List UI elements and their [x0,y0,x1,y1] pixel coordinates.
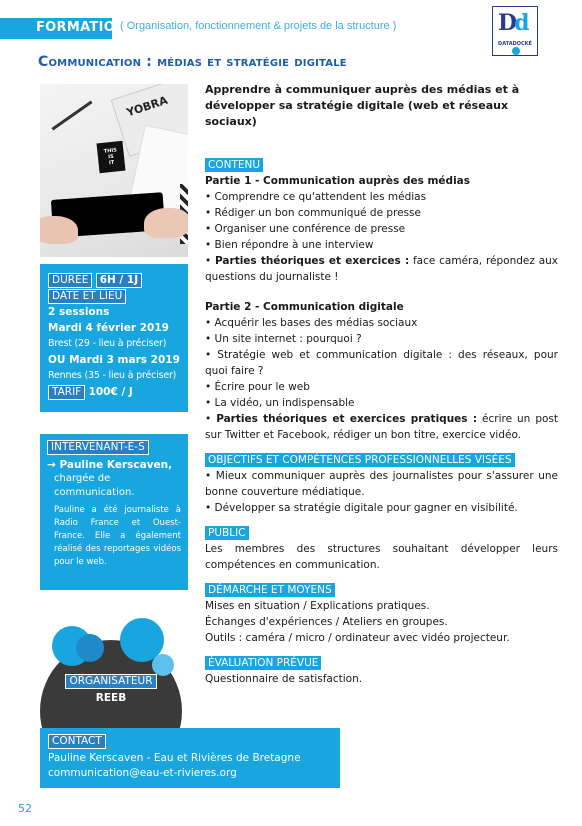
part1-exercises-text: face caméra, répondez aux questions du journaliste ! [205,255,559,283]
demarche-item: Outils : caméra / micro / ordinateur avec vidéo projecteur. [205,632,510,644]
pen-shape [51,101,92,131]
sessions: 2 sessions [48,306,110,318]
bubble-decoration [152,654,174,676]
public-heading: PUBLIC [205,526,249,540]
part2-item: • Un site internet : pourquoi ? [205,333,362,345]
page-number: 52 [18,802,32,815]
poster-text: YOBRA [125,93,170,120]
part1-exercises: • Parties théoriques et exercices : face caméra, répondez aux questions du journaliste ! [205,255,559,283]
info-box [40,264,188,412]
tarif-label: TARIF [48,385,85,400]
logo-letters: Dd [498,10,527,36]
part2-title: Partie 2 - Communication digitale [205,301,404,313]
part2-exercises-bold: Parties théoriques et exercices pratiques : [216,413,478,425]
demarche-item: Échanges d'expériences / Ateliers en groupes. [205,616,448,628]
session2-date: OU Mardi 3 mars 2019 [48,354,180,366]
duree-label: DURÉE [48,273,92,288]
lead-text: Apprendre à communiquer auprès des médias et à développer sa stratégie digitale (web et réseaux sociaux) [205,83,520,128]
speaker-name: → Pauline Kerscaven, [47,459,173,471]
hand-right [144,208,188,238]
check-badge-icon [512,47,520,55]
objectif-item: • Mieux communiquer auprès des journalistes pour s'assurer une bonne couverture médiatique. [205,470,558,498]
section-label: FORMATION [0,18,112,39]
part1-title: Partie 1 - Communication auprès des médias [205,175,471,187]
part2-item: • La vidéo, un indispensable [205,397,355,409]
page-title: Communication : médias et stratégie digitale [38,54,347,70]
session2-place: Rennes (35 - lieu à préciser) [48,370,177,381]
demarche-item: Mises en situation / Explications pratiques. [205,600,430,612]
part1-item: • Organiser une conférence de presse [205,223,406,235]
part1-item: • Rédiger un bon communiqué de presse [205,207,421,219]
bubble-decoration [76,634,104,662]
objectifs-heading: OBJECTIFS ET COMPÉTENCES PROFESSIONNELLES VISÉES [205,453,515,467]
speaker-label: INTERVENANT-E-S [47,440,149,455]
organiser-value: REEB [95,692,127,704]
contact-line-1: Pauline Kerscaven - Eau et Rivières de Bretagne [48,752,301,764]
part2-exercises: • Parties théoriques et exercices pratiques : écrire un post sur Twitter et Facebook, rédiger un bon titre, exercice vidéo. [205,413,558,441]
speaker-role-2: communication. [54,487,135,498]
section-subtitle: ( Organisation, fonctionnement & projets de la structure ) [120,20,397,32]
public-text: Les membres des structures souhaitant développer leurs compétences en communication. [205,543,558,571]
part2-item: • Acquérir les bases des médias sociaux [205,317,418,329]
tarif-value: 100€ / J [88,386,133,398]
objectif-item: • Développer sa stratégie digitale pour gagner en visibilité. [205,502,518,514]
illustration-photo [40,84,188,257]
part2-exercises-text: écrire un post sur Twitter et Facebook, rédiger un bon titre, exercice vidéo. [205,413,558,441]
evaluation-heading: ÉVALUATION PRÉVUE [205,656,321,670]
organiser [40,674,182,705]
speaker-box [40,434,188,590]
content-column [205,82,558,687]
logo-text: DATADOCKÉ [498,41,532,47]
part2-item: • Stratégie web et communication digitale : des réseaux, pour quoi faire ? [205,349,558,377]
part1-exercises-bold: Parties théoriques et exercices : [215,255,410,267]
date-label: DATE ET LIEU [48,289,126,304]
contact-box [40,728,340,788]
organiser-label: ORGANISATEUR [65,674,156,689]
speaker-role-1: chargée de [54,473,111,484]
black-card: THIS IS IT [97,141,126,174]
session1-place: Brest (29 - lieu à préciser) [48,338,167,349]
part2-item: • Écrire pour le web [205,381,310,393]
session1-date: Mardi 4 février 2019 [48,322,169,334]
demarche-heading: DÉMARCHE ET MOYENS [205,583,335,597]
datadock-logo [492,6,538,56]
speaker-bio: Pauline a été journaliste à Radio France et Ouest-France. Elle a également réalisé des reportages vidéos pour le web. [54,505,181,567]
contact-email[interactable]: communication@eau-et-rivieres.org [48,767,237,779]
part1-item: • Bien répondre à une interview [205,239,374,251]
duree-value: 6H / 1J [96,273,142,288]
contenu-heading: CONTENU [205,158,263,172]
part1-item: • Comprendre ce qu'attendent les médias [205,191,427,203]
contact-label: CONTACT [48,734,106,749]
evaluation-text: Questionnaire de satisfaction. [205,673,363,685]
hand-left [40,216,78,244]
